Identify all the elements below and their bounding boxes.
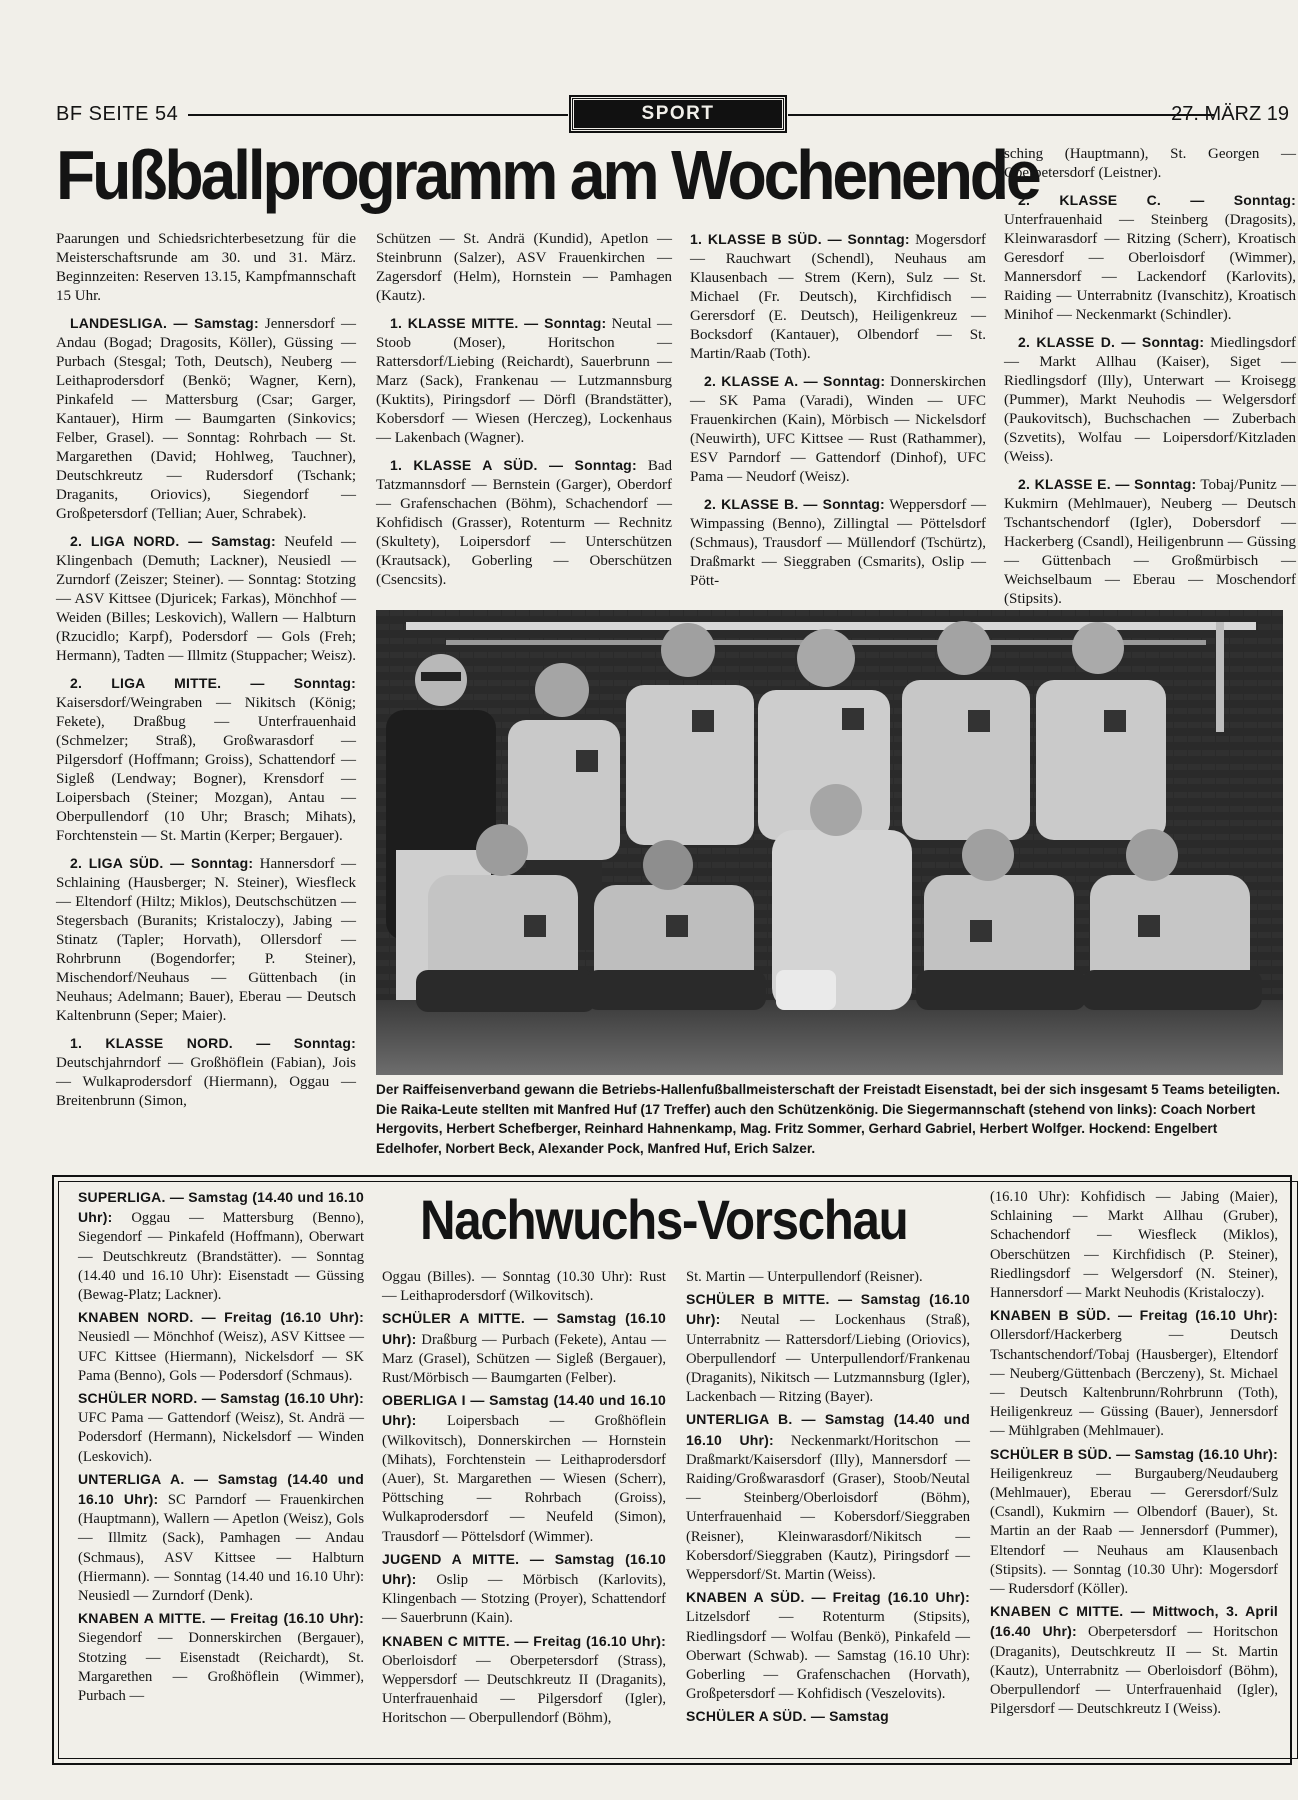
youth-column-4 bbox=[990, 1188, 1278, 1756]
article-column-1 bbox=[56, 230, 357, 1109]
youth-column-3 bbox=[686, 1268, 970, 1756]
team-photo bbox=[376, 610, 1283, 1075]
league-heading: KNABEN A SÜD. — Freitag (16.10 Uhr): bbox=[686, 1589, 970, 1606]
photo-caption: Der Raiffeisenverband gewann die Betriebs-Hallenfußballmeisterschaft der Freistadt Eisenstadt, bei der sich insgesamt 5 Teams beteiligten. Die Raika-Leute stellten mit Manfred Huf (17 Treffer) auch den Schützenkönig. Die Siegermannschaft (stehend von links): Coach Norbert Hergovits, Herbert Schefberger, Reinhard Hahnenkamp, Mag. Fritz Sommer, Gerhard Gabriel, Herbert Wolfger. Hockend: Engelbert Edelhofer, Norbert Beck, Alexander Pock, Manfred Huf, Erich Salzer. bbox=[376, 1082, 1280, 1156]
article-paragraph: sching (Hauptmann), St. Georgen — Oberpetersdorf (Leistner). bbox=[1004, 146, 1296, 181]
league-heading: KNABEN B SÜD. — Freitag (16.10 Uhr): bbox=[990, 1307, 1278, 1324]
youth-paragraph: JUGEND A MITTE. — Samstag (16.10 Uhr): Oslip — Mörbisch (Karlovits), Klingenbach — Stotzing (Proyer), Schattendorf — Sauerbrunn (Kain). bbox=[382, 1550, 666, 1627]
youth-paragraph: SCHÜLER B MITTE. — Samstag (16.10 Uhr): Neutal — Lockenhaus (Straß), Unterrabnitz — Rattersdorf/Liebing (Oriovics), Oberpullendorf — Unterpullendorf/Frankenau (Draganits), Nikitsch — Lutzmannsburg (Igler), Lackenbach — Ritzing (Bayer). bbox=[686, 1291, 970, 1406]
header-rule-left bbox=[188, 114, 568, 116]
article-paragraph: 1. KLASSE MITTE. — Sonntag: Neutal — Stoob (Moser), Horitschon — Rattersdorf/Liebing (Reichardt), Sauerbrunn — Marz (Sack), Frankenau — Lutzmannsburg (Kuktits), Piringsdorf — Dörfl (Brandstätter), Kobersdorf — Wiesen (Herczeg), Lockenhaus — Lakenbach (Wagner). bbox=[376, 315, 672, 446]
league-heading: UNTERLIGA A. — Samstag (14.40 und 16.10 Uhr): bbox=[78, 1470, 364, 1508]
article-column-2 bbox=[376, 230, 672, 598]
league-heading: SCHÜLER B MITTE. — Samstag (16.10 Uhr): bbox=[686, 1291, 970, 1328]
league-heading: 2. KLASSE B. — Sonntag: bbox=[704, 496, 885, 512]
league-heading: KNABEN C MITTE. — Mittwoch, 3. April (16.40 Uhr): bbox=[990, 1603, 1278, 1640]
league-heading: OBERLIGA I — Samstag (14.40 und 16.10 Uhr): bbox=[382, 1392, 666, 1429]
article-paragraph: Paarungen und Schiedsrichterbesetzung für die Meisterschaftsrunde am 30. und 31. März. Beginnzeiten: Reserven 13.15, Kampfmannschaft 15 Uhr. bbox=[56, 231, 356, 304]
article-paragraph: 2. LIGA SÜD. — Sonntag: Hannersdorf — Schlaining (Hausberger; N. Steiner), Wiesfleck — Eltendorf (Hiltz; Miklos), Deutschschützen — Stegersbach (Buranits; Kristaloczy), Jabing — Stinatz (Tapler; Horvath), Ollersdorf — Rohrbrunn (Bogendorfer; P. Steiner), Mischendorf/Neuhaus — Güttenbach (in Neuhaus; Adelmann; Bauer), Eberau — Deutsch Kaltenbrunn (Seper; Maier). bbox=[56, 855, 356, 1024]
youth-paragraph: OBERLIGA I — Samstag (14.40 und 16.10 Uhr): Loipersbach — Großhöflein (Wilkovitsch), Donnerskirchen — Hornstein (Mihats), Forchtenstein — Leithaprodersdorf (Auer), St. Margarethen — Wiesen (Scherr), Pöttsching — Rohrbach (Groiss), Wulkaprodersdorf — Neufeld (Simon), Trausdorf — Pöttelsdorf (Wimmer). bbox=[382, 1392, 666, 1545]
youth-paragraph: St. Martin — Unterpullendorf (Reisner). bbox=[686, 1269, 923, 1285]
page-header bbox=[56, 97, 1289, 137]
youth-paragraph: UNTERLIGA B. — Samstag (14.40 und 16.10 Uhr): Neckenmarkt/Horitschon — Draßmarkt/Kaisersdorf (Illy), Mannersdorf — Raiding/Großwarasdorf (Graser), Stoob/Neutal — Steinberg/Oberloisdorf (Böhm), Unterfrauenhaid — Kobersdorf/Sieggraben (Reisner), Kleinwarasdorf/Nikitsch — Kobersdorf/Sieggraben (Kautz), Piringsdorf — Weppersdorf/St. Martin (Weiss). bbox=[686, 1411, 970, 1584]
section-label: SPORT bbox=[571, 97, 785, 131]
article-paragraph: 2. KLASSE D. — Sonntag: Miedlingsdorf — Markt Allhau (Kaiser), Siget — Riedlingsdorf (Illy), Unterwart — Kroisegg (Pummer), Markt Neuhodis — Welgersdorf (Paukovitsch), Buchschachen — Zuberbach (Szvetits), Wolfau — Loipersdorf/Kitzladen (Weiss). bbox=[1004, 334, 1297, 465]
league-heading: 1. KLASSE MITTE. — Sonntag: bbox=[390, 315, 607, 331]
youth-paragraph: UNTERLIGA A. — Samstag (14.40 und 16.10 Uhr): SC Parndorf — Frauenkirchen (Hauptmann), Wallern — Apetlon (Weisz), Gols — Illmitz (Sack), Pamhagen — Andau (Schmaus), ASV Kittsee — Halbturn (Hiermann). — Sonntag (14.40 und 16.10 Uhr): Neusiedl — Zurndorf (Denk). bbox=[78, 1470, 364, 1605]
article-paragraph: LANDESLIGA. — Samstag: Jennersdorf — Andau (Bogad; Dragosits, Köller), Güssing — Purbach (Stesgal; Toth, Deutsch), Neuberg — Leithaprodersdorf (Benkö; Wagner, Kern), Pinkafeld — Mattersburg (Csar; Garger, Kantauer), Hirm — Baumgarten (Sinkovics; Felber, Grasel). — Sonntag: Rohrbach — St. Margarethen (David; Hohlweg, Tauchner), Deutschkreutz — Rudersdorf (Tschank; Draganits, Oriovics), Siegendorf — Großpetersdorf (Tellian; Auer, Schrabek). bbox=[56, 315, 356, 522]
article-paragraph: 2. KLASSE A. — Sonntag: Donnerskirchen — SK Pama (Varadi), Winden — UFC Frauenkirchen (Kain), Mörbisch — Nickelsdorf (Neuwirth), UFC Kittsee — Rust (Rathammer), ESV Parndorf — Gattendorf (Dinhof), UFC Pama — Neudorf (Weisz). bbox=[690, 373, 986, 485]
league-heading: 2. LIGA MITTE. — Sonntag: bbox=[70, 675, 356, 691]
youth-paragraph: KNABEN C MITTE. — Mittwoch, 3. April (16.40 Uhr): Oberpetersdorf — Horitschon (Draganits), Deutschkreutz II — St. Martin (Kautz), Unterrabnitz — Oberloisdorf (Böhm), Oberpullendorf — Unterfrauenhaid (Igler), Pilgersdorf — Deutschkreutz I (Weiss). bbox=[990, 1603, 1278, 1718]
youth-paragraph: KNABEN B SÜD. — Freitag (16.10 Uhr): Ollersdorf/Hackerberg — Deutsch Tschantschendorf/Tobaj (Hausberger), Eltendorf — Neuberg/Güttenbach (Berczeny), St. Michael — Deutsch Kaltenbrunn/Rohrbrunn (Toth), Heiligenkreuz — Güssing (Bauer), Jennersdorf — Mühlgraben (Mehlmauer). bbox=[990, 1307, 1278, 1440]
youth-paragraph: KNABEN A MITTE. — Freitag (16.10 Uhr): Siegendorf — Donnerskirchen (Bergauer), Stotzing — Eisenstadt (Reichardt), St. Margarethen — Großhöflein (Wimmer), Purbach — bbox=[78, 1610, 364, 1705]
league-heading: 2. KLASSE C. — Sonntag: bbox=[1018, 192, 1296, 208]
league-heading: 2. LIGA SÜD. — Sonntag: bbox=[70, 855, 254, 871]
youth-paragraph: SCHÜLER NORD. — Samstag (16.10 Uhr): UFC Pama — Gattendorf (Weisz), St. Andrä — Podersdorf (Hermann), Nickelsdorf — Winden (Leskovich). bbox=[78, 1390, 364, 1465]
article-paragraph: 2. KLASSE E. — Sonntag: Tobaj/Punitz — Kukmirn (Mehlmauer), Neuberg — Deutsch Tschantschendorf (Igler), Dobersdorf — Hackerberg (Csandl), Heiligenbrunn — Güssing — Güttenbach — Großmürbisch — Weichselbaum — Eberau — Moschendorf (Stipsits). bbox=[1004, 476, 1296, 607]
youth-column-1 bbox=[78, 1188, 364, 1756]
league-heading: KNABEN A MITTE. — Freitag (16.10 Uhr): bbox=[78, 1610, 364, 1627]
issue-date: 27. MÄRZ 19 bbox=[1171, 103, 1289, 125]
league-heading: 1. KLASSE NORD. — Sonntag: bbox=[70, 1035, 356, 1051]
article-paragraph: 2. KLASSE B. — Sonntag: Weppersdorf — Wimpassing (Benno), Zillingtal — Pöttelsdorf (Schmaus), Trausdorf — Müllendorf (Tschürtz), Draßmarkt — Sieggraben (Csmarits), Oslip — Pött- bbox=[690, 496, 986, 589]
youth-column-2 bbox=[382, 1268, 666, 1756]
article-paragraph: Schützen — St. Andrä (Kundid), Apetlon — Steinbrunn (Salzer), ASV Frauenkirchen — Zagersdorf (Helm), Hornstein — Pamhagen (Kautz). bbox=[376, 231, 672, 304]
league-heading: SCHÜLER A SÜD. — Samstag bbox=[686, 1708, 889, 1725]
article-column-4 bbox=[1004, 145, 1297, 607]
team-photo-illustration bbox=[376, 610, 1283, 1075]
league-heading: 2. KLASSE E. — Sonntag: bbox=[1018, 476, 1197, 492]
youth-paragraph: SCHÜLER B SÜD. — Samstag (16.10 Uhr): Heiligenkreuz — Burgauberg/Neudauberg (Mehlmauer), Eberau — Gerersdorf/Sulz (Csandl), Kukmirn — Olbendorf (Bauer), St. Martin an der Raab — Jennersdorf (Pummer), Eltendorf — Neuhaus am Klausenbach (Stipsits). — Sonntag (10.30 Uhr): Mogersdorf — Rudersdorf (Köller). bbox=[990, 1445, 1278, 1598]
youth-paragraph: Oggau (Billes). — Sonntag (10.30 Uhr): Rust — Leithaprodersdorf (Wilkovitsch). bbox=[382, 1269, 666, 1305]
youth-paragraph: (16.10 Uhr): Kohfidisch — Jabing (Maier), Schlaining — Markt Allhau (Gruber), Schachendorf — Wiesfleck (Miklos), Oberschützen — Kirchfidisch (P. Steiner), Riedlingsdorf — Welgersdorf (N. Steiner), Hannersdorf — Markt Neuhodis (Kristaloczy). bbox=[990, 1189, 1278, 1302]
article-paragraph: 2. LIGA NORD. — Samstag: Neufeld — Klingenbach (Demuth; Lackner), Neusiedl — Zurndorf (Zeiszer; Steiner). — Sonntag: Stotzing — ASV Kittsee (Djuricek; Farkas), Mönchhof — Weiden (Billes; Leskovich), Wallern — Halbturn (Rzucidlo; Karpf), Podersdorf — Gols (Freh; Hermann), Tadten — Illmitz (Stuppacher; Weisz). bbox=[56, 533, 357, 664]
page-number: BF SEITE 54 bbox=[56, 103, 179, 125]
youth-paragraph: KNABEN C MITTE. — Freitag (16.10 Uhr): Oberloisdorf — Oberpetersdorf (Strass), Weppersdorf — Deutschkreutz II (Draganits), Unterfrauenhaid — Pilgersdorf (Igler), Horitschon — Oberpullendorf (Böhm), bbox=[382, 1632, 666, 1727]
youth-paragraph bbox=[686, 1707, 970, 1727]
league-heading: JUGEND A MITTE. — Samstag (16.10 Uhr): bbox=[382, 1550, 666, 1588]
article-column-3 bbox=[690, 230, 986, 598]
league-heading: SCHÜLER B SÜD. — Samstag (16.10 Uhr): bbox=[990, 1445, 1278, 1462]
youth-paragraph: KNABEN NORD. — Freitag (16.10 Uhr): Neusiedl — Mönchhof (Weisz), ASV Kittsee — UFC Kittsee (Hiermann), Nickelsdorf — SK Pama (Benno), Gols — Podersdorf (Schmaus). bbox=[78, 1309, 364, 1384]
league-heading: SCHÜLER A MITTE. — Samstag (16.10 Uhr): bbox=[382, 1310, 666, 1347]
league-heading: 1. KLASSE A SÜD. — Sonntag: bbox=[390, 457, 637, 473]
league-heading: 2. LIGA NORD. — Samstag: bbox=[70, 533, 276, 549]
league-heading: 2. KLASSE A. — Sonntag: bbox=[704, 373, 886, 389]
article-paragraph: 1. KLASSE B SÜD. — Sonntag: Mogersdorf — Rauchwart (Schendl), Neuhaus am Klausenbach — Strem (Kern), Sulz — St. Michael (Fr. Deutsch), Kirchfidisch — Gerersdorf (E. Deutsch), Heiligenkreuz — Bocksdorf (Kantauer), Olbendorf — St. Martin/Raab (Toth). bbox=[690, 231, 986, 362]
league-heading: SCHÜLER NORD. — Samstag (16.10 Uhr): bbox=[78, 1390, 364, 1407]
article-paragraph: 2. KLASSE C. — Sonntag: Unterfrauenhaid — Steinberg (Dragosits), Kleinwarasdorf — Ritzing (Scherr), Kroatisch Geresdorf — Oberloisdorf (Wimmer), Mannersdorf — Lackendorf (Karlovits), Raiding — Unterrabnitz (Ivanschitz), Kroatisch Minihof — Neckenmarkt (Schindler). bbox=[1004, 192, 1296, 323]
league-heading: SUPERLIGA. — Samstag (14.40 und 16.10 Uhr): bbox=[78, 1189, 364, 1226]
article-paragraph: 1. KLASSE A SÜD. — Sonntag: Bad Tatzmannsdorf — Bernstein (Garger), Oberdorf — Grafenschachen (Böhm), Schachendorf — Kohfidisch (Grasser), Rotenturm — Rechnitz (Skultety), Loipersdorf — Unterschützen (Krautsack), Goberling — Oberschützen (Csencsits). bbox=[376, 457, 672, 588]
league-heading: KNABEN C MITTE. — Freitag (16.10 Uhr): bbox=[382, 1632, 666, 1649]
youth-paragraph: SCHÜLER A MITTE. — Samstag (16.10 Uhr): Draßburg — Purbach (Fekete), Antau — Marz (Grasel), Schützen — Sigleß (Bergauer), Rust/Mörbisch — Baumgarten (Felber). bbox=[382, 1310, 666, 1387]
youth-paragraph: SUPERLIGA. — Samstag (14.40 und 16.10 Uhr): Oggau — Mattersburg (Benno), Siegendorf — Pinkafeld (Hoffmann), Oberwart — Deutschkreutz (Brandstätter). — Sonntag (14.40 und 16.10 Uhr): Eisenstadt — Güssing (Bewag-Platz; Lackner). bbox=[78, 1189, 364, 1304]
youth-preview-headline: Nachwuchs-Vorschau bbox=[420, 1188, 908, 1251]
article-paragraph: 2. LIGA MITTE. — Sonntag: Kaisersdorf/Weingraben — Nikitsch (König; Fekete), Draßbug — Unterfrauenhaid (Schmelzer; Straß), Großwarasdorf — Pilgersdorf (Hoffmann; Groiss), Schattendorf — Sigleß (Lendway; Bogner), Krensdorf — Loipersbach (Steiner; Mozgan), Antau — Oberpullendorf (10 Uhr; Brasch; Mihats), Forchtenstein — St. Martin (Kerper; Bergauer). bbox=[56, 675, 356, 844]
header-rule-right bbox=[788, 114, 1214, 116]
article-paragraph: 1. KLASSE NORD. — Sonntag: Deutschjahrndorf — Großhöflein (Fabian), Jois — Wulkaprodersdorf (Hiermann), Oggau — Breitenbrunn (Simon, bbox=[56, 1035, 356, 1109]
league-heading: 1. KLASSE B SÜD. — Sonntag: bbox=[690, 231, 910, 247]
league-heading: 2. KLASSE D. — Sonntag: bbox=[1018, 334, 1205, 350]
article-headline: Fußballprogramm am Wochenende bbox=[56, 136, 1039, 214]
league-heading: LANDESLIGA. — Samstag: bbox=[70, 315, 259, 331]
youth-paragraph: KNABEN A SÜD. — Freitag (16.10 Uhr): Litzelsdorf — Rotenturm (Stipsits), Riedlingsdorf — Wolfau (Benkö), Pinkafeld — Oberwart (Schwab). — Samstag (16.10 Uhr): Goberling — Grafenschachen (Horvath), Großpetersdorf — Kohfidisch (Veszelovits). bbox=[686, 1589, 970, 1703]
league-heading: KNABEN NORD. — Freitag (16.10 Uhr): bbox=[78, 1309, 364, 1326]
league-heading: UNTERLIGA B. — Samstag (14.40 und 16.10 Uhr): bbox=[686, 1411, 970, 1448]
